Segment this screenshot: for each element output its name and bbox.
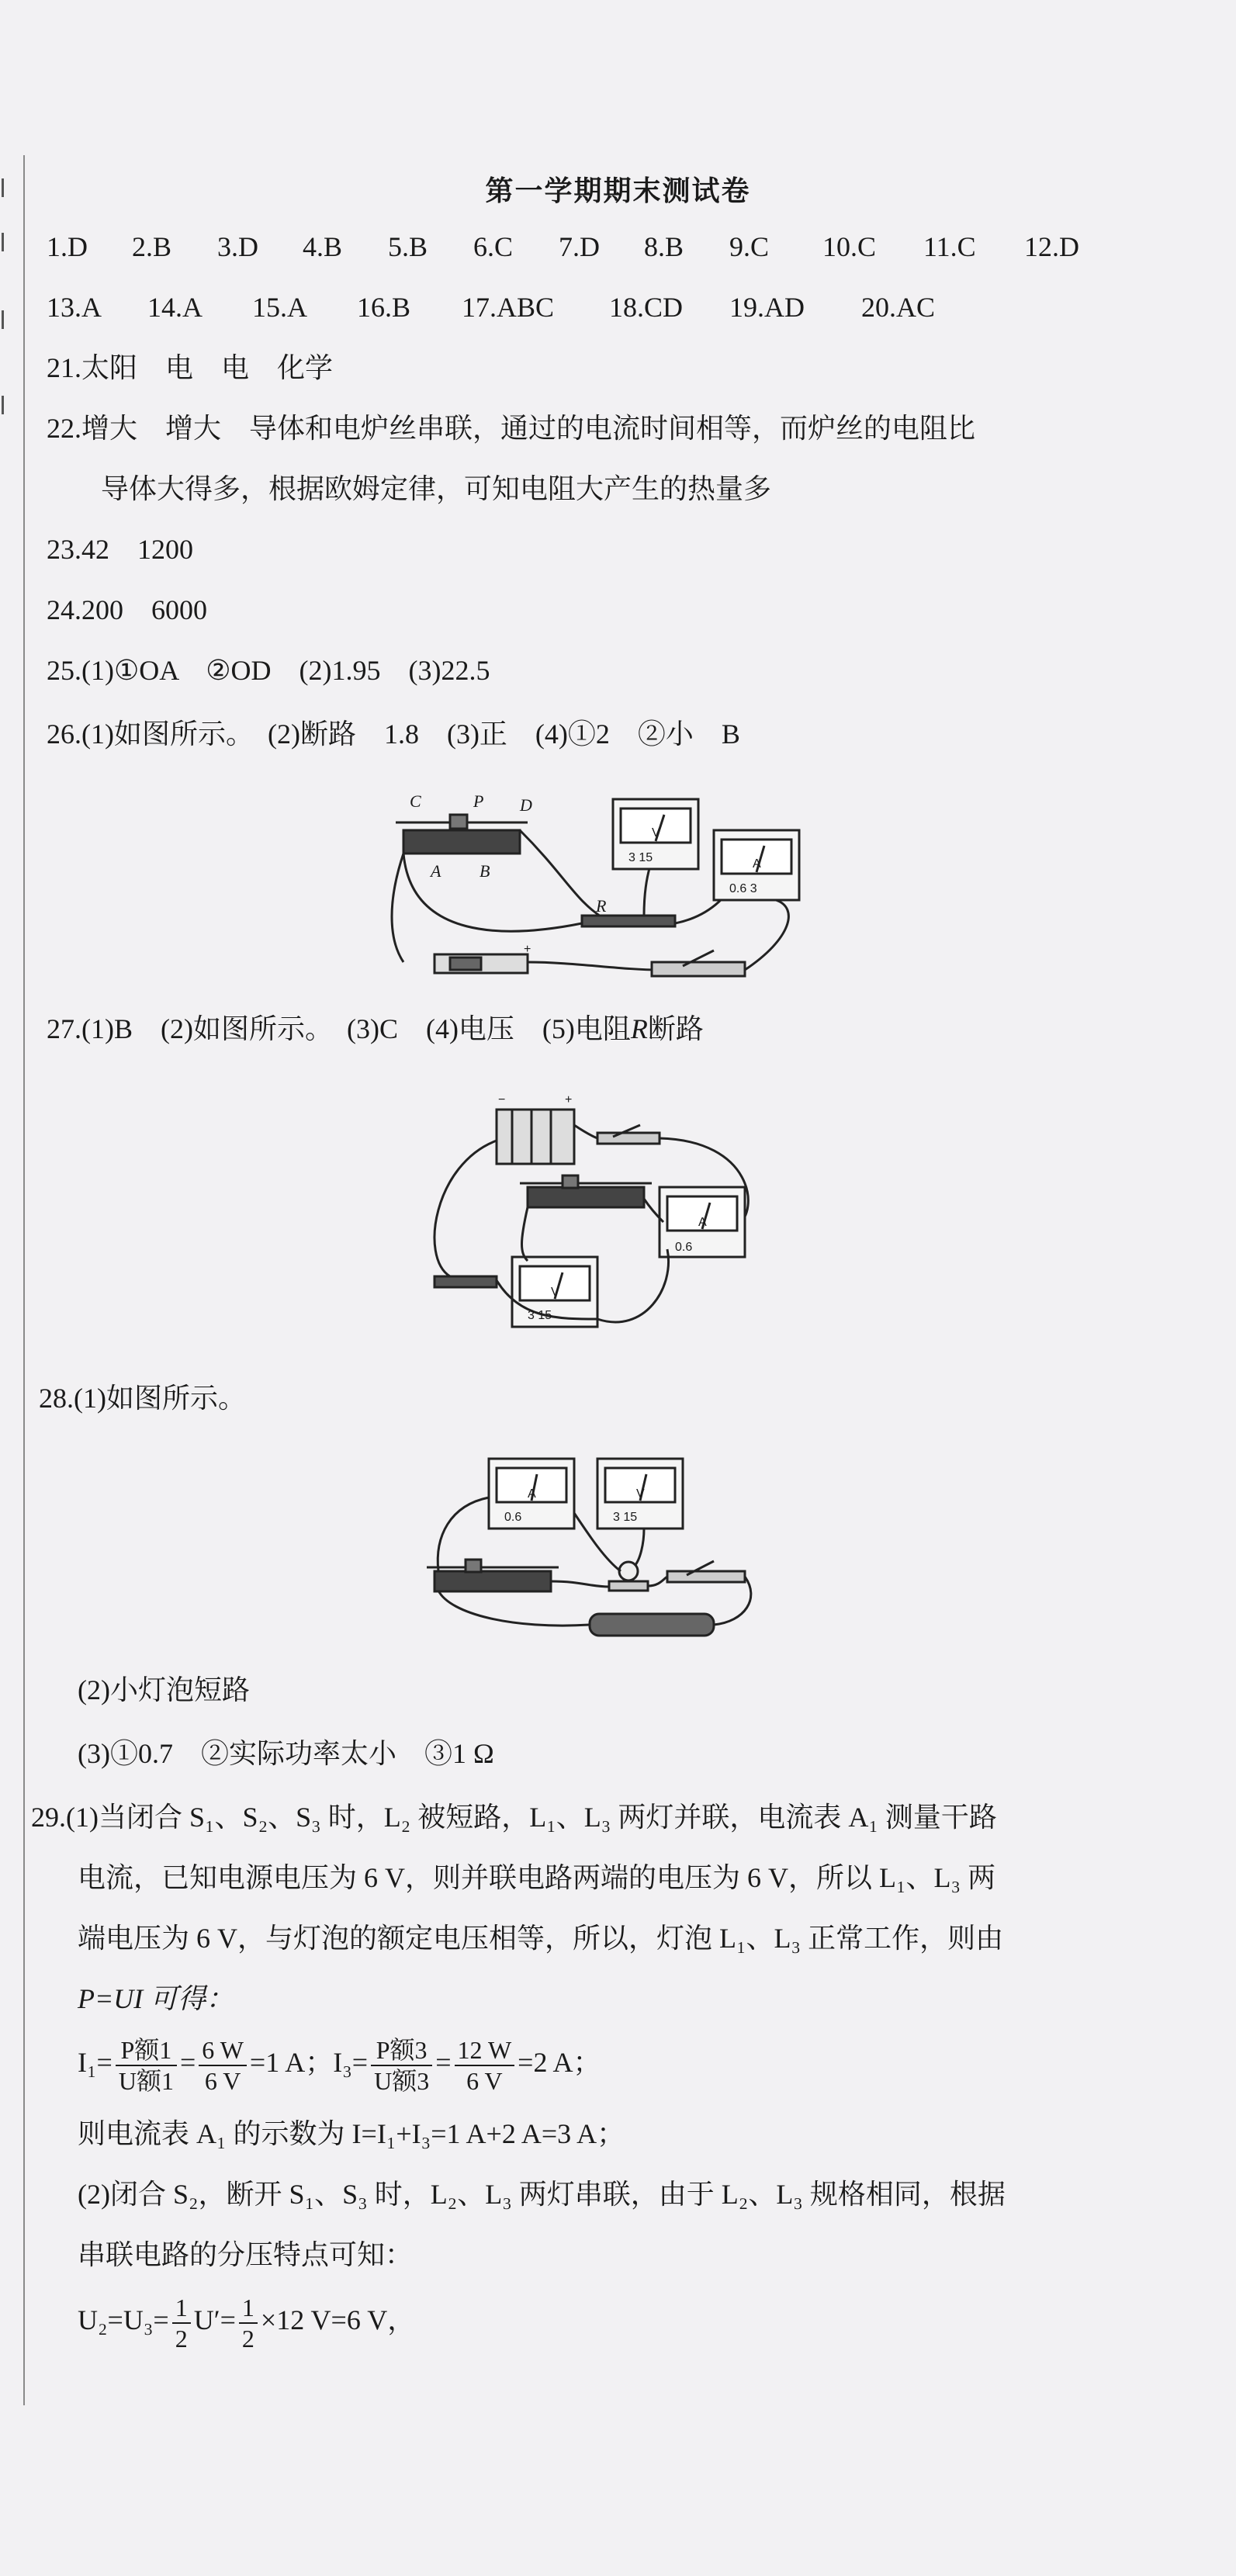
answer-21: 21.太阳 电 电 化学 [47,352,334,383]
ammeter-symbol: A [528,1487,536,1501]
answer-16: 16.B [357,292,411,323]
eq1-i1: I₁= [78,2047,113,2078]
ammeter-symbol: A [698,1216,707,1229]
fraction-12w-6v [455,2035,515,2096]
answer-29-line-1: 29.(1)当闭合 S₁、S₂、S₃ 时，L₂ 被短路，L₁、L₃ 两灯并联，电流表 A₁ 测量干路 [31,1802,997,1833]
label-b: B [480,861,490,881]
answer-9: 9.C [729,231,770,262]
answer-6: 6.C [473,231,514,262]
battery-minus: − [498,1093,506,1106]
fraction-p1-u1 [116,2035,177,2096]
voltmeter-symbol: V [636,1487,645,1501]
answer-29-line-2: 电流，已知电源电压为 6 V，则并联电路两端的电压为 6 V，所以 L₁、L₃ 两 [78,1862,996,1893]
answer-22-line-1: 22.增大 增大 导体和电炉丝串联，通过的电流时间相等，而炉丝的电阻比 [47,413,976,444]
ammeter-scale: 0.6 [504,1511,522,1524]
eq1-equals: = [179,2047,196,2078]
answer-24: 24.200 6000 [47,594,208,625]
label-d: D [520,795,532,815]
answer-17: 17.ABC [462,292,555,323]
margin-mark [2,310,15,329]
fraction-denominator: 6 V [204,2066,241,2095]
answer-10: 10.C [822,231,877,262]
answer-27 [47,1012,704,1046]
eq1-mid: =1 A；I₃= [249,2047,369,2078]
fraction-denominator: 2 [175,2324,188,2353]
fraction-p3-u3 [371,2035,432,2096]
answer-19: 19.AD [729,292,805,323]
answer-28-part-3: (3)①0.7 ②实际功率太小 ③1 Ω [78,1738,494,1769]
answer-14: 14.A [147,292,203,323]
circuit-figure-27 [419,1086,791,1342]
answer-27-text: 27.(1)B (2)如图所示。 (3)C (4)电压 (5)电阻 [47,1013,631,1044]
answer-4: 4.B [303,231,343,262]
margin-mark [2,233,15,251]
answer-2: 2.B [132,231,172,262]
fraction-numerator: 1 [172,2293,191,2324]
fraction-one-half [172,2293,191,2353]
fraction-denominator: U额1 [118,2066,174,2095]
margin-rule [23,155,25,2405]
ammeter-scale: 0.6 3 [729,882,757,895]
fraction-numerator: P额1 [116,2035,177,2066]
voltmeter-scale: 3 15 [613,1511,638,1524]
answer-13: 13.A [47,292,102,323]
circuit-figure-26 [388,784,807,1001]
eq2-start: U₂=U₃= [78,2304,169,2335]
answer-29-line-7: 串联电路的分压特点可知： [78,2239,414,2270]
answer-11: 11.C [923,231,976,262]
margin-mark [2,396,15,414]
voltmeter-symbol: V [551,1286,559,1299]
answer-29-line-6: (2)闭合 S₂，断开 S₁、S₃ 时，L₂、L₃ 两灯串联，由于 L₂、L₃ 规格相同，根据 [78,2179,1006,2210]
answer-29-equation-2 [78,2289,415,2353]
voltmeter-scale: 3 15 [528,1309,552,1322]
answer-22-line-2: 导体大得多，根据欧姆定律，可知电阻大产生的热量多 [101,473,772,504]
fraction-denominator: U额3 [374,2066,430,2095]
fraction-numerator: 6 W [199,2035,247,2066]
page-title: 第一学期期末测试卷 [485,175,751,206]
label-plus: + [524,943,531,956]
label-c: C [410,791,421,811]
answer-29-line-3: 端电压为 6 V，与灯泡的额定电压相等，所以，灯泡 L₁、L₃ 正常工作，则由 [78,1923,1004,1954]
ammeter-symbol: A [753,857,761,871]
fraction-denominator: 6 V [466,2066,503,2095]
voltmeter-symbol: V [652,826,660,840]
fraction-numerator: 12 W [455,2035,515,2066]
label-p: P [473,791,484,811]
fraction-6w-6v [199,2035,247,2096]
answer-29-line-5: 则电流表 A₁ 的示数为 I=I₁+I₃=1 A+2 A=3 A； [78,2118,625,2149]
answer-27-tail: 断路 [647,1013,704,1044]
answer-25: 25.(1)①OA ②OD (2)1.95 (3)22.5 [47,655,490,686]
answer-29-equation-1 [78,2031,601,2096]
answer-28: 28.(1)如图所示。 [39,1383,246,1414]
eq2-mid: U′= [193,2304,236,2335]
answer-5: 5.B [388,231,428,262]
circuit-figure-28 [419,1443,760,1645]
fraction-one-half-2 [239,2293,258,2353]
fraction-denominator: 2 [241,2324,254,2353]
fraction-numerator: 1 [239,2293,258,2324]
voltmeter-scale: 3 15 [628,851,653,864]
ammeter-scale: 0.6 [675,1241,693,1254]
eq2-end: ×12 V=6 V， [260,2304,416,2335]
answer-12: 12.D [1024,231,1079,262]
answer-7: 7.D [559,231,600,262]
answer-23: 23.42 1200 [47,534,194,565]
label-a: A [431,861,441,881]
eq1-equals-3: = [435,2047,452,2078]
answer-8: 8.B [644,231,684,262]
eq1-end: =2 A； [518,2047,601,2078]
answer-18: 18.CD [609,292,684,323]
answer-20: 20.AC [861,292,936,323]
answer-27-symbol: R [630,1013,648,1044]
answer-15: 15.A [252,292,307,323]
label-r: R [596,896,607,916]
answer-3: 3.D [217,231,258,262]
answer-28-part-2: (2)小灯泡短路 [78,1674,250,1705]
fraction-numerator: P额3 [371,2035,432,2066]
battery-plus: + [565,1093,573,1106]
answer-29-line-4: P=UI 可得： [78,1983,234,2014]
answer-26: 26.(1)如图所示。 (2)断路 1.8 (3)正 (4)①2 ②小 B [47,718,740,750]
answer-1: 1.D [47,231,88,262]
